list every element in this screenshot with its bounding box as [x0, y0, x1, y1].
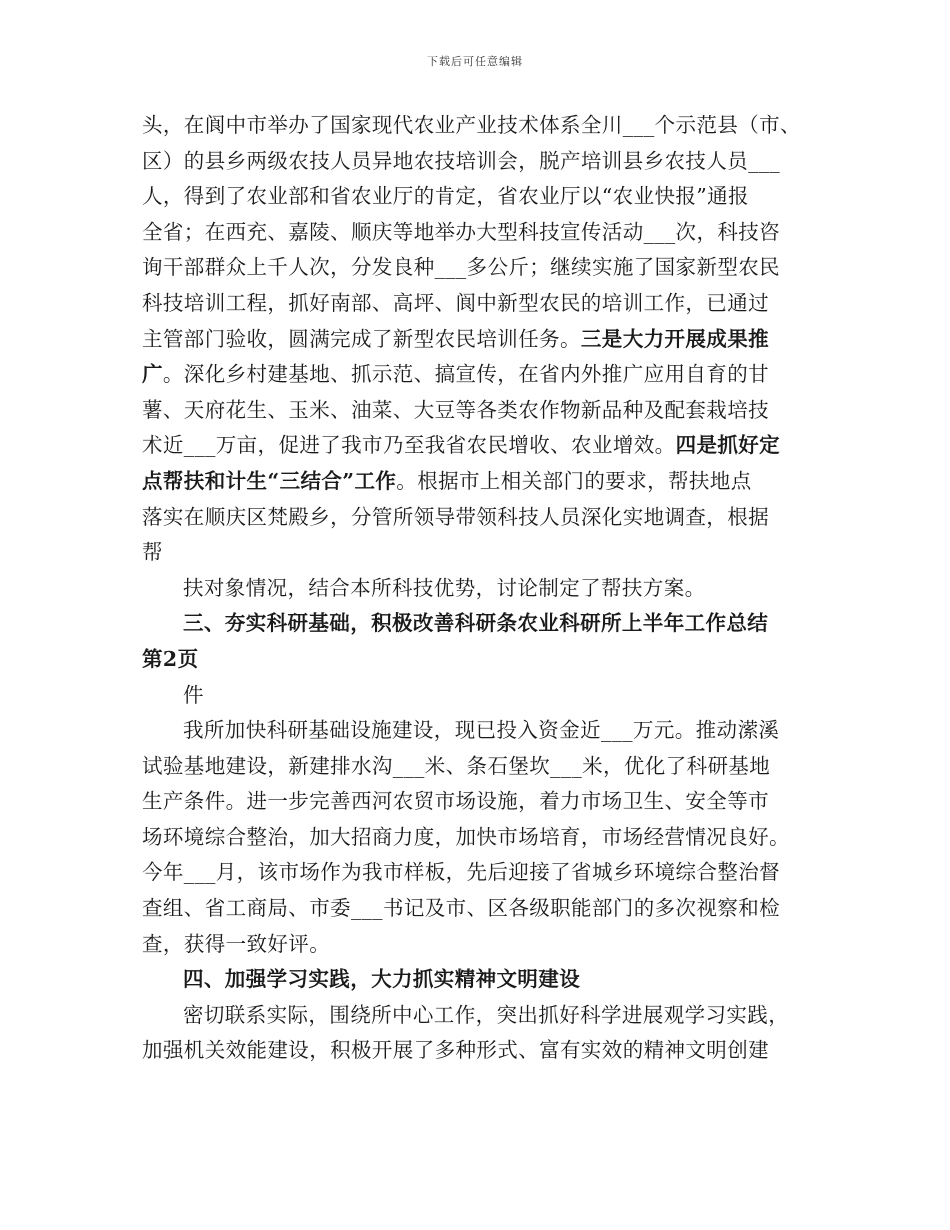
paragraph-2: 扶对象情况，结合本所科技优势，讨论制定了帮扶方案。	[183, 575, 706, 600]
text-line: 头，在阆中市举办了国家现代农业产业技术体系全川___个示范县（市、	[142, 113, 801, 137]
text-line: 今年___月，该市场作为我市样板，先后迎接了省城乡环境综合整治督	[142, 860, 781, 885]
text-line: 区）的县乡两级农技人员异地农技培训会，脱产培训县乡农技人员___	[142, 148, 781, 173]
section-heading-4: 四、加强学习实践，大力抓实精神文明建设	[183, 967, 581, 992]
text-line: 薯、天府花生、玉米、油菜、大豆等各类农作物新品种及配套栽培技	[142, 397, 769, 422]
text-line: 询干部群众上千人次，分发良种___多公斤；继续实施了国家新型农民	[142, 255, 781, 280]
page-header: 下载后可任意编辑	[427, 55, 523, 68]
text-line: 帮	[142, 540, 163, 565]
document-body	[142, 108, 812, 1069]
text-line: 落实在顺庆区梵殿乡，分管所领导带领科技人员深化实地调查，根据	[142, 504, 769, 529]
text-line: 科技培训工程，抓好南部、高坪、阆中新型农民的培训工作，已通过	[142, 290, 769, 315]
text-run: 术近___万亩，促进了我市乃至我省农民增收、农业增效。	[142, 433, 676, 458]
text-line: 我所加快科研基础设施建设，现已投入资金近___万元。推动潆溪	[183, 718, 780, 743]
text-line	[142, 322, 812, 358]
paragraph-5	[142, 998, 812, 1069]
bold-run: 广	[142, 362, 163, 387]
text-line: 人，得到了农业部和省农业厅的肯定，省农业厅以“农业快报”通报	[142, 184, 749, 209]
text-line: 查组、省工商局、市委___书记及市、区各级职能部门的多次视察和检	[142, 896, 781, 921]
paragraph-1	[142, 108, 812, 571]
text-line	[142, 357, 812, 393]
text-run: 。深化乡村建基地、抓示范、搞宣传，在省内外推广应用自育的甘	[162, 362, 770, 387]
text-line: 试验基地建设，新建排水沟___米、条石堡坎___米，优化了科研基地	[142, 753, 771, 778]
heading-line: 第2页	[142, 646, 199, 671]
paragraph-3: 件	[183, 682, 204, 707]
bold-run: 三是大力开展成果推	[580, 326, 770, 351]
bold-run: 四是抓好定	[675, 433, 781, 458]
text-line: 全省；在西充、嘉陵、顺庆等地举办大型科技宣传活动___次，科技咨	[142, 219, 781, 244]
bold-run: 点帮扶和计生“三结合”工作	[142, 468, 397, 493]
text-line	[142, 464, 812, 500]
section-heading-3	[142, 606, 812, 677]
text-line: 场环境综合整治，加大招商力度，加快市场培育，市场经营情况良好。	[142, 824, 790, 849]
text-line: 查，获得一致好评。	[142, 931, 331, 956]
text-line: 生产条件。进一步完善西河农贸市场设施，着力市场卫生、安全等市	[142, 789, 769, 814]
text-run: 。根据市上相关部门的要求，帮扶地点	[396, 468, 752, 493]
text-run: 主管部门验收，圆满完成了新型农民培训任务。	[142, 326, 581, 351]
text-line: 密切联系实际，围绕所中心工作，突出抓好科学进展观学习实践，	[183, 1002, 790, 1027]
heading-line: 三、夯实科研基础，积极改善科研条农业科研所上半年工作总结	[183, 611, 769, 636]
text-line	[142, 428, 812, 464]
paragraph-4	[142, 713, 812, 962]
text-line: 加强机关效能建设，积极开展了多种形式、富有实效的精神文明创建	[142, 1038, 769, 1063]
